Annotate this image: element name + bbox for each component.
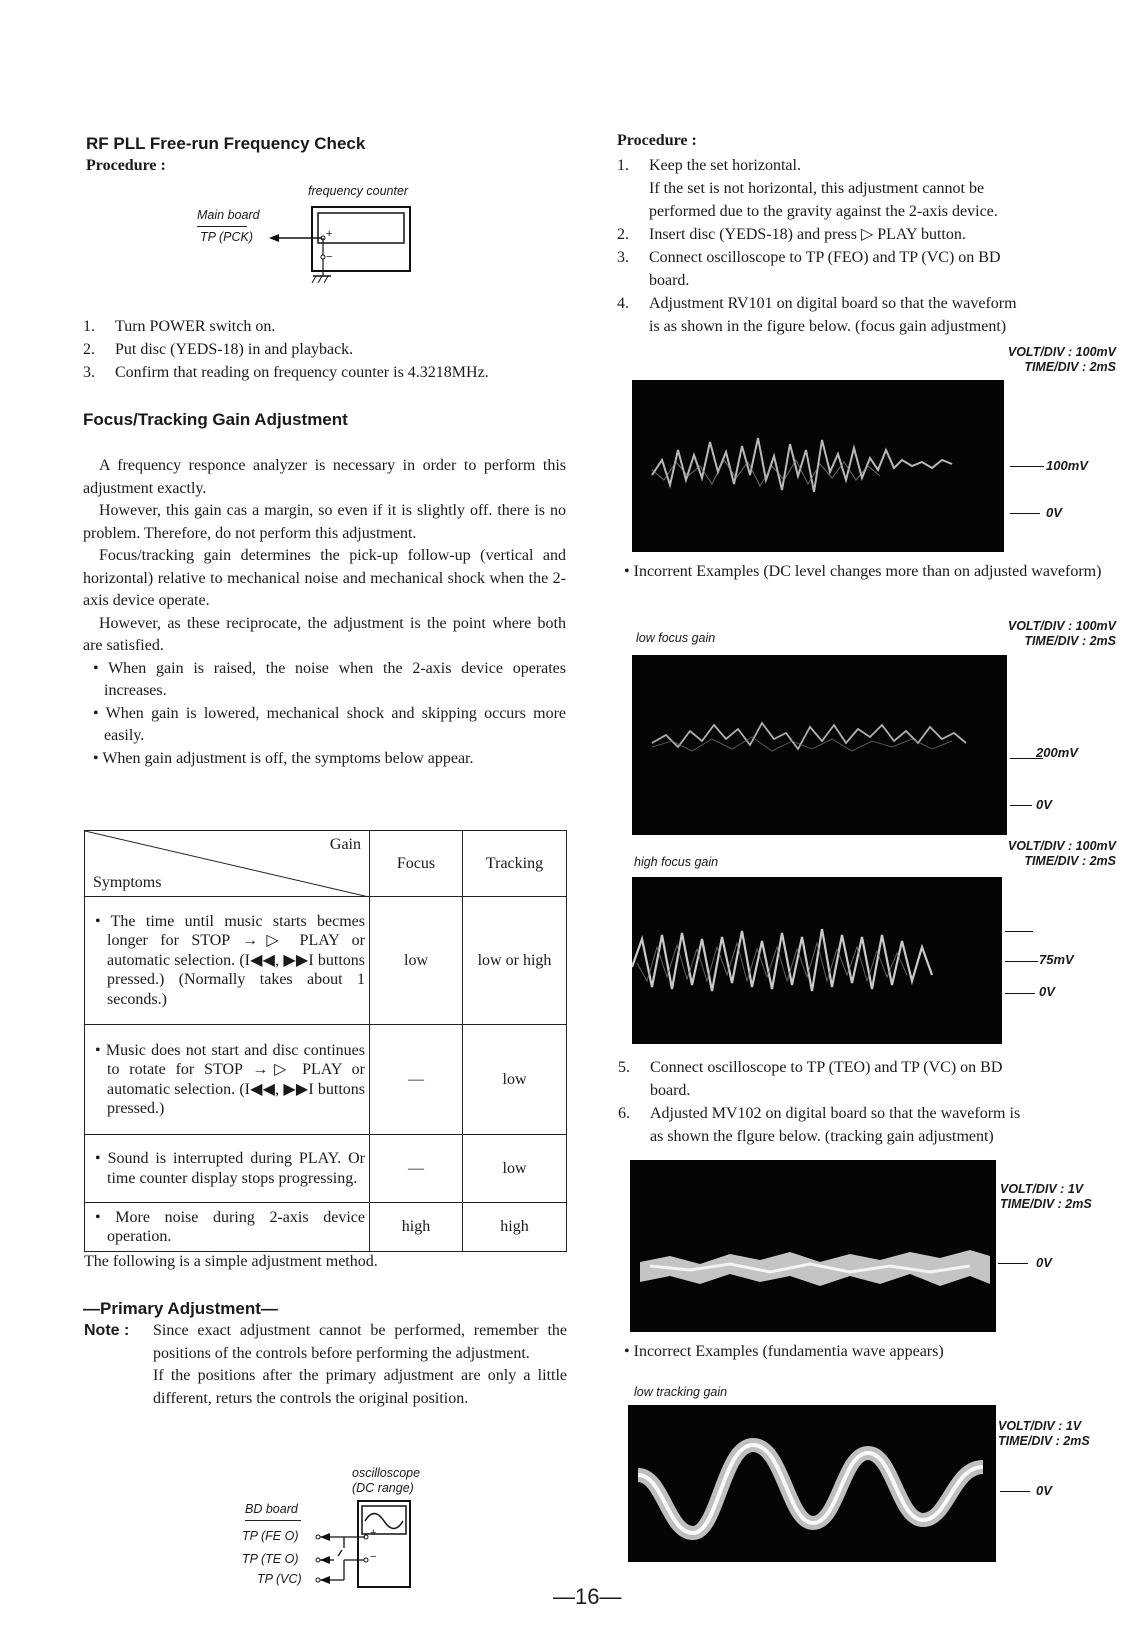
gain-header: Gain [329, 836, 361, 853]
scope3-marker-75mv: 75mV [1039, 952, 1074, 967]
tp-pck-label: TP (PCK) [200, 230, 254, 244]
scope3-marker-line-1 [1005, 961, 1038, 962]
frequency-counter-icon [185, 180, 425, 300]
symptom-cell: • The time until music starts becmes longer for STOP →▷ PLAY or automatic selection. (I◀◀, ▶▶I buttons pressed.) (Normally takes about 1 seconds.) [85, 897, 370, 1025]
tp-fe0-label: TP (FE O) [242, 1529, 299, 1543]
rf-procedure-label: Procedure : [86, 157, 166, 174]
oscilloscope-label: oscilloscope [352, 1466, 421, 1480]
scope2-waveform [632, 655, 1007, 835]
focus-cell: low [370, 897, 463, 1025]
note-text [153, 1320, 567, 1410]
scope1-display [632, 380, 1004, 552]
scope2-display [632, 655, 1007, 835]
scope1-marker-0v: 0V [1046, 505, 1062, 520]
scope4-settings: VOLT/DIV : 1V TIME/DIV : 2mS [1000, 1182, 1092, 1211]
symptoms-table [84, 830, 567, 1252]
incorrect-example-1: • Incorrent Examples (DC level changes more than on adjusted waveform) [624, 563, 1102, 580]
scope1-marker-line-1 [1010, 466, 1044, 467]
frequency-counter-diagram [185, 180, 425, 300]
scope2-label: low focus gain [636, 631, 716, 645]
focus-cell: — [370, 1135, 463, 1203]
scope5-label: low tracking gain [634, 1385, 728, 1399]
focus-header: Focus [370, 831, 463, 897]
frequency-counter-label: frequency counter [308, 184, 409, 198]
scope3-marker-0v: 0V [1039, 984, 1055, 999]
scope5-display [628, 1405, 996, 1562]
focus-cell: — [370, 1025, 463, 1135]
scope1-waveform [632, 380, 1004, 552]
scope4-waveform [630, 1160, 996, 1332]
scope2-marker-line-2 [1010, 805, 1032, 806]
tracking-cell: low [463, 1025, 567, 1135]
oscilloscope-icon [240, 1466, 440, 1596]
scope4-display [630, 1160, 996, 1332]
paragraph-4: However, as these reciprocate, the adjustment is the point where both are satisfied. [83, 614, 566, 654]
bullet-3: • When gain adjustment is off, the symptoms below appear. [93, 749, 474, 767]
scope3-waveform [632, 877, 1002, 1044]
focus-tracking-title: Focus/Tracking Gain Adjustment [83, 410, 348, 429]
right-procedure-label: Procedure : [617, 132, 697, 149]
scope5-settings: VOLT/DIV : 1V TIME/DIV : 2mS [998, 1419, 1090, 1448]
scope1-marker-line-2 [1010, 513, 1040, 514]
tp-te0-label: TP (TE O) [242, 1552, 299, 1566]
scope5-marker-line [1000, 1491, 1030, 1492]
symptoms-header: Symptoms [93, 874, 162, 891]
plus-terminal: + [370, 1527, 377, 1539]
primary-adjustment-title: —Primary Adjustment— [83, 1299, 278, 1318]
symptom-cell: • More noise during 2-axis device operation. [85, 1203, 370, 1252]
scope3-label: high focus gain [634, 855, 719, 869]
scope2-marker-0v: 0V [1036, 797, 1052, 812]
scope2-settings: VOLT/DIV : 100mV TIME/DIV : 2mS [1007, 619, 1116, 648]
table-row [85, 1135, 567, 1203]
bullet-1: • When gain is raised, the noise when the 2-axis device operates increases. [93, 659, 566, 699]
scope5-marker-0v: 0V [1036, 1483, 1052, 1498]
table-header-row [85, 831, 567, 897]
simple-method-text: The following is a simple adjustment method. [84, 1253, 378, 1270]
tracking-header: Tracking [463, 831, 567, 897]
tp-vc-label: TP (VC) [257, 1572, 302, 1586]
note-label: Note : [84, 1322, 130, 1339]
incorrect-example-2: • Incorrect Examples (fundamentia wave appears) [624, 1343, 944, 1360]
page-number: —16— [553, 1584, 622, 1609]
scope3-marker-line-top [1005, 931, 1033, 932]
paragraph-3: Focus/tracking gain determines the pick-up follow-up (vertical and horizontal) relative to mechanical noise and mechanical shock when the 2-axis device operate. [83, 547, 566, 609]
plus-terminal: + [326, 228, 333, 240]
oscilloscope-diagram [240, 1466, 440, 1586]
scope3-display [632, 877, 1002, 1044]
scope5-waveform [628, 1405, 996, 1562]
main-board-label: Main board [197, 208, 260, 222]
table-row [85, 1203, 567, 1252]
table-row [85, 897, 567, 1025]
scope3-settings: VOLT/DIV : 100mV TIME/DIV : 2mS [1007, 839, 1116, 868]
dc-range-label: (DC range) [352, 1481, 414, 1495]
note-paragraph-2: If the positions after the primary adjustment are only a little different, returs the controls the original position. [153, 1367, 567, 1407]
tracking-cell: high [463, 1203, 567, 1252]
scope4-marker-line [998, 1263, 1028, 1264]
bullet-2: • When gain is lowered, mechanical shock and skipping occurs more easily. [93, 704, 567, 744]
paragraph-2: However, this gain cas a margin, so even if it is slightly off. there is no problem. Therefore, do not perform this adjustment. [83, 502, 566, 542]
gain-symptoms-header [85, 831, 370, 897]
scope1-settings: VOLT/DIV : 100mV TIME/DIV : 2mS [1007, 345, 1116, 374]
tracking-cell: low [463, 1135, 567, 1203]
table-row [85, 1025, 567, 1135]
scope4-marker-0v: 0V [1036, 1255, 1052, 1270]
rf-pll-title: RF PLL Free-run Frequency Check [86, 134, 366, 153]
note-paragraph-1: Since exact adjustment cannot be performed, remember the positions of the controls before performing the adjustment. [153, 1322, 567, 1362]
scope2-marker-200mv: 200mV [1036, 745, 1078, 760]
intro-paragraphs [83, 455, 566, 770]
minus-terminal: − [326, 251, 333, 263]
bd-board-label: BD board [245, 1502, 298, 1516]
tracking-cell: low or high [463, 897, 567, 1025]
symptom-cell: • Sound is interrupted during PLAY. Or time counter display stops progressing. [85, 1135, 370, 1203]
symptom-cell: • Music does not start and disc continues to rotate for STOP →▷ PLAY or automatic selection. (I◀◀, ▶▶I buttons pressed.) [85, 1025, 370, 1135]
paragraph-1: A frequency responce analyzer is necessary in order to perform this adjustment exactly. [83, 457, 566, 497]
scope1-marker-100mv: 100mV [1046, 458, 1088, 473]
focus-cell: high [370, 1203, 463, 1252]
minus-terminal: − [370, 1551, 377, 1563]
scope3-marker-line-2 [1005, 993, 1035, 994]
